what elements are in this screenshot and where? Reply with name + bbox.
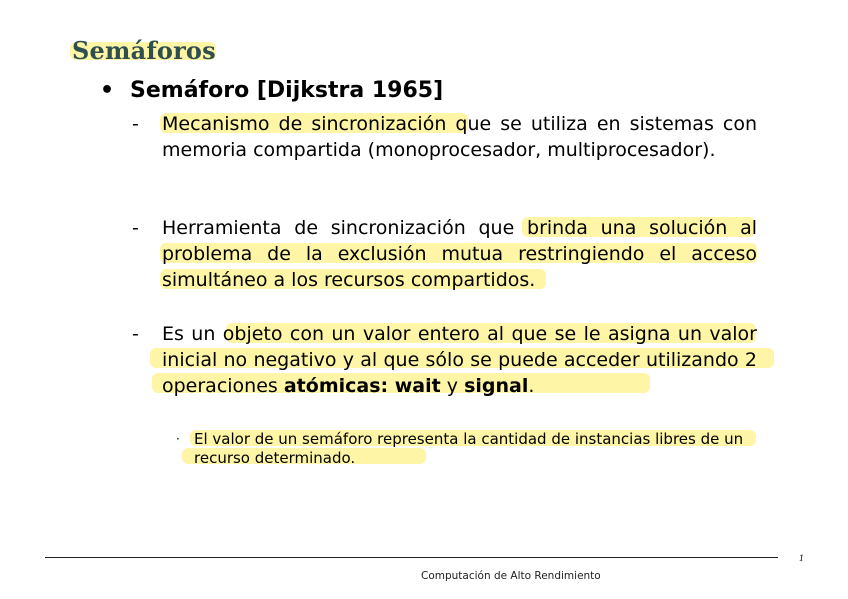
keyword-wait: wait	[394, 375, 441, 397]
page-number: 1	[799, 554, 805, 563]
sub-item-marker: ·	[176, 432, 180, 446]
item-dash: -	[132, 323, 139, 345]
item-text-part: .	[528, 375, 535, 397]
keyword-atomicas: atómicas	[283, 375, 381, 397]
bullet-text: Semáforo [Dijkstra 1965]	[130, 78, 444, 103]
footer-divider	[45, 557, 778, 558]
sub-item	[176, 430, 756, 468]
sub-item-text: El valor de un semáforo representa la cantidad de instancias libres de un recurso determinado.	[194, 430, 744, 467]
footer-text: Computación de Alto Rendimiento	[421, 570, 601, 582]
keyword-signal: signal	[464, 375, 529, 397]
list-item-3	[132, 321, 757, 399]
main-bullet	[100, 78, 443, 103]
item-text: Mecanismo de sincronización que se utiliza en sistemas con memoria compartida (monoprocesador, multiprocesador).	[162, 113, 757, 161]
item-text: Herramienta de sincronización que brinda una solución al problema de la exclusión mutua restringiendo el acceso simultáneo a los recursos compartidos.	[162, 217, 757, 291]
keyword-colon: :	[380, 375, 395, 397]
page-title: Semáforos	[72, 36, 216, 65]
item-dash: -	[132, 217, 139, 239]
bullet-marker: •	[100, 78, 115, 103]
list-item-2	[132, 215, 757, 293]
item-text-part: Es un objeto con un valor entero al que se le asigna un valor inicial no negativo y al que sólo se puede acceder utilizando 2 operaciones	[162, 323, 757, 397]
item-text-part: y	[440, 375, 465, 397]
item-text	[162, 321, 757, 399]
item-dash: -	[132, 113, 139, 135]
list-item-1	[132, 111, 757, 163]
